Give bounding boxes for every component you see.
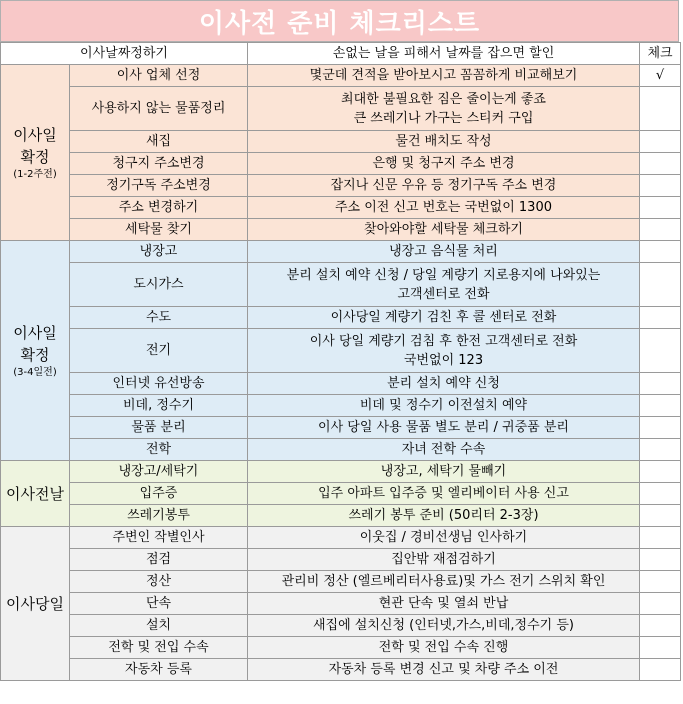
task-description: 자녀 전학 수속 xyxy=(248,439,640,461)
table-row xyxy=(1,549,681,571)
task-description: 최대한 불필요한 짐은 줄이는게 좋죠 큰 쓰레기나 가구는 스티커 구입 xyxy=(248,87,640,131)
task-description: 몇군데 견적을 받아보시고 꼼꼼하게 비교해보기 xyxy=(248,65,640,87)
task-item: 냉장고/세탁기 xyxy=(70,461,248,483)
task-item: 청구지 주소변경 xyxy=(70,153,248,175)
check-cell[interactable] xyxy=(640,241,681,263)
table-row xyxy=(1,637,681,659)
task-description: 집안밖 재점검하기 xyxy=(248,549,640,571)
table-row xyxy=(1,505,681,527)
task-item: 쓰레기봉투 xyxy=(70,505,248,527)
group-label xyxy=(1,527,70,681)
table-row xyxy=(1,307,681,329)
group-label-text: 이사전날 xyxy=(6,484,64,503)
group-label xyxy=(1,461,70,527)
table-row xyxy=(1,131,681,153)
task-description: 잡지나 신문 우유 등 정기구독 주소 변경 xyxy=(248,175,640,197)
task-item: 물품 분리 xyxy=(70,417,248,439)
check-cell[interactable] xyxy=(640,615,681,637)
table-row xyxy=(1,615,681,637)
task-item: 자동차 등록 xyxy=(70,659,248,681)
check-cell[interactable] xyxy=(640,417,681,439)
group-label xyxy=(1,241,70,461)
task-description: 찾아와야할 세탁물 체크하기 xyxy=(248,219,640,241)
check-cell[interactable] xyxy=(640,505,681,527)
table-row xyxy=(1,175,681,197)
table-row xyxy=(1,417,681,439)
group-label xyxy=(1,65,70,241)
task-item: 전학 및 전입 수속 xyxy=(70,637,248,659)
table-row xyxy=(1,373,681,395)
check-cell[interactable] xyxy=(640,527,681,549)
task-description: 분리 설치 예약 신청 xyxy=(248,373,640,395)
task-item: 점검 xyxy=(70,549,248,571)
group-label-text: 이사일 확정 xyxy=(13,125,57,166)
check-cell[interactable] xyxy=(640,483,681,505)
check-cell[interactable] xyxy=(640,549,681,571)
check-cell[interactable] xyxy=(640,329,681,373)
task-item: 전학 xyxy=(70,439,248,461)
group-sub-label: (1-2주전) xyxy=(13,168,57,180)
table-row xyxy=(1,483,681,505)
check-cell[interactable] xyxy=(640,307,681,329)
check-cell[interactable]: √ xyxy=(640,65,681,87)
check-cell[interactable] xyxy=(640,659,681,681)
header-row xyxy=(1,43,681,65)
task-item: 사용하지 않는 물품정리 xyxy=(70,87,248,131)
table-row xyxy=(1,263,681,307)
task-item: 수도 xyxy=(70,307,248,329)
task-description: 이사당일 계량기 검친 후 콜 센터로 전화 xyxy=(248,307,640,329)
task-item: 정산 xyxy=(70,571,248,593)
checklist-table xyxy=(0,42,681,681)
check-cell[interactable] xyxy=(640,87,681,131)
table-row xyxy=(1,571,681,593)
task-description: 관리비 정산 (엘르베리터사용료)및 가스 전기 스위치 확인 xyxy=(248,571,640,593)
task-item: 주소 변경하기 xyxy=(70,197,248,219)
task-item: 도시가스 xyxy=(70,263,248,307)
task-description: 이사 당일 사용 물품 별도 분리 / 귀중품 분리 xyxy=(248,417,640,439)
header-note: 손없는 날을 피해서 날짜를 잡으면 할인 xyxy=(248,43,640,65)
checklist-title: 이사전 준비 체크리스트 xyxy=(0,0,679,42)
task-item: 새집 xyxy=(70,131,248,153)
check-cell[interactable] xyxy=(640,131,681,153)
check-cell[interactable] xyxy=(640,395,681,417)
check-cell[interactable] xyxy=(640,197,681,219)
table-row xyxy=(1,329,681,373)
task-description: 전학 및 전입 수속 진행 xyxy=(248,637,640,659)
task-description: 입주 아파트 입주증 및 엘리베이터 사용 신고 xyxy=(248,483,640,505)
check-cell[interactable] xyxy=(640,439,681,461)
check-cell[interactable] xyxy=(640,373,681,395)
header-item: 이사날짜정하기 xyxy=(1,43,248,65)
table-row xyxy=(1,87,681,131)
task-item: 인터넷 유선방송 xyxy=(70,373,248,395)
table-row xyxy=(1,65,681,87)
task-item: 주변인 작별인사 xyxy=(70,527,248,549)
task-item: 비데, 정수기 xyxy=(70,395,248,417)
table-row xyxy=(1,153,681,175)
task-description: 은행 및 청구지 주소 변경 xyxy=(248,153,640,175)
task-description: 냉장고 음식물 처리 xyxy=(248,241,640,263)
task-item: 단속 xyxy=(70,593,248,615)
group-label-text: 이사일 확정 xyxy=(13,323,57,364)
task-description: 비데 및 정수기 이전설치 예약 xyxy=(248,395,640,417)
check-cell[interactable] xyxy=(640,593,681,615)
table-row xyxy=(1,197,681,219)
task-description: 현관 단속 및 열쇠 반납 xyxy=(248,593,640,615)
task-item: 세탁물 찾기 xyxy=(70,219,248,241)
task-item: 설치 xyxy=(70,615,248,637)
task-item: 냉장고 xyxy=(70,241,248,263)
table-row xyxy=(1,219,681,241)
task-item: 정기구독 주소변경 xyxy=(70,175,248,197)
task-item: 입주증 xyxy=(70,483,248,505)
task-item: 이사 업체 선정 xyxy=(70,65,248,87)
check-cell[interactable] xyxy=(640,637,681,659)
group-label-text: 이사당일 xyxy=(6,594,64,613)
task-description: 이웃집 / 경비선생님 인사하기 xyxy=(248,527,640,549)
table-row xyxy=(1,461,681,483)
task-description: 물건 배치도 작성 xyxy=(248,131,640,153)
check-cell[interactable] xyxy=(640,219,681,241)
task-description: 자동차 등록 변경 신고 및 차량 주소 이전 xyxy=(248,659,640,681)
check-cell[interactable] xyxy=(640,263,681,307)
task-description: 새집에 설치신청 (인터넷,가스,비데,정수기 등) xyxy=(248,615,640,637)
check-cell[interactable] xyxy=(640,461,681,483)
table-row xyxy=(1,659,681,681)
task-item: 전기 xyxy=(70,329,248,373)
task-description: 냉장고, 세탁기 물빼기 xyxy=(248,461,640,483)
task-description: 이사 당일 계량기 검침 후 한전 고객센터로 전화 국번없이 123 xyxy=(248,329,640,373)
check-cell[interactable] xyxy=(640,571,681,593)
table-row xyxy=(1,241,681,263)
table-row xyxy=(1,439,681,461)
check-cell[interactable] xyxy=(640,153,681,175)
table-row xyxy=(1,527,681,549)
header-check: 체크 xyxy=(640,43,681,65)
group-sub-label: (3-4일전) xyxy=(13,366,57,378)
table-row xyxy=(1,395,681,417)
check-cell[interactable] xyxy=(640,175,681,197)
table-row xyxy=(1,593,681,615)
task-description: 쓰레기 봉투 준비 (50리터 2-3장) xyxy=(248,505,640,527)
task-description: 분리 설치 예약 신청 / 당일 계량기 지로용지에 나와있는 고객센터로 전화 xyxy=(248,263,640,307)
task-description: 주소 이전 신고 번호는 국번없이 1300 xyxy=(248,197,640,219)
